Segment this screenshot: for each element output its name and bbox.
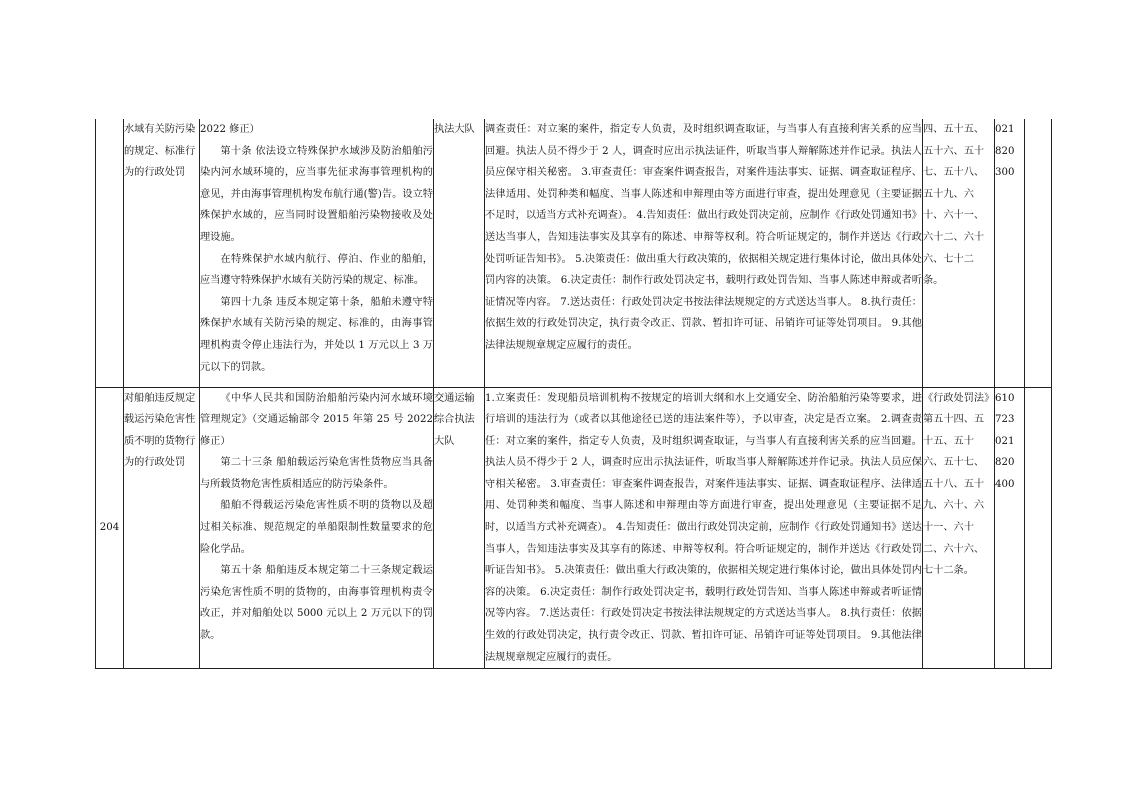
remark-cell: [1025, 119, 1052, 387]
legal-basis-cell: [200, 387, 434, 669]
item-name-cell: 对船舶违反规定载运污染危害性质不明的货物行为的行政处罚: [124, 387, 200, 669]
table-row: [96, 119, 1052, 387]
remark-cell: [1025, 387, 1052, 669]
responsibility-cell: 调查责任：对立案的案件，指定专人负责，及时组织调查取证，与当事人有直接利害关系的应当回避。执法人员不得少于 2 人，调查时应出示执法证件，听取当事人辩解陈述并作记录。执法人员应保守相关秘密。 3.审查责任：审查案件调查报告，对案件违法事实、证据、调查取证程序、法律适用、处罚种类和幅度、当事人陈述和申辩理由等方面进行审查，提出处理意见（主要证据不足时，以适当方式补充调查）。 4.告知责任：做出行政处罚决定前，应制作《行政处罚通知书》送达当事人，告知违法事实及其享有的陈述、申辩等权利。符合听证规定的，制作并送达《行政处罚听证告知书》。 5.决策责任：做出重大行政决策的，依据相关规定进行集体讨论，做出具体处罚内容的决策。 6.决定责任：制作行政处罚决定书，载明行政处罚告知、当事人陈述申辩或者听证情况等内容。 7.送达责任：行政处罚决定书按法律法规规定的方式送达当事人。 8.执行责任：依据生效的行政处罚决定，执行责令改正、罚款、暂扣许可证、吊销许可证等处罚项目。 9.其他法律法规规章规定应履行的责任。: [485, 119, 923, 387]
basis-paragraph: 第二十三条 船舶载运污染危害性货物应当具备与所载货物危害性质相适应的防污染条件。: [200, 457, 433, 490]
basis-paragraph: 第四十九条 违反本规定第十条，船舶未遵守特殊保护水域有关防污染的规定、标准的，由海事管理机构责令停止违法行为，并处以 1 万元以上 3 万元以下的罚款。: [200, 296, 433, 373]
seq-cell: 204: [96, 387, 124, 669]
table-row: [96, 387, 1052, 669]
legal-basis-cell: [200, 119, 434, 387]
item-name-cell: 水域有关防污染的规定、标准行为的行政处罚: [124, 119, 200, 387]
basis-paragraph: 2022 修正）: [200, 124, 260, 135]
basis-paragraph: 《中华人民共和国防治船舶污染内河水域环境管理规定》（交通运输部令 2015 年第 25 号 2022 修正）: [200, 392, 433, 447]
code-cell: 021 820 300: [995, 119, 1025, 387]
basis-paragraph: 船舶不得载运污染危害性质不明的货物以及超过相关标准、规范规定的单船限制性数量要求的危险化学品。: [200, 500, 433, 555]
basis-paragraph: 第五十条 船舶违反本规定第二十三条规定载运污染危害性质不明的货物的，由海事管理机构责令改正，并对船舶处以 5000 元以上 2 万元以下的罚款。: [200, 565, 433, 642]
code-cell: 610 723 021 820 400: [995, 387, 1025, 669]
responsibility-cell: 1.立案责任：发现船员培训机构不按规定的培训大纲和水上交通安全、防治船舶污染等要求，进行培训的违法行为（或者以其他途径已送的违法案件等），予以审查，决定是否立案。 2.调查责任：对立案的案件，指定专人负责，及时组织调查取证，与当事人有直接利害关系的应当回避。执法人员不得少于 2 人，调查时应出示执法证件，听取当事人辩解陈述并作记录。执法人员应保守相关秘密。 3.审查责任：审查案件调查报告，对案件违法事实、证据、调查取证程序、法律适用、处罚种类和幅度、当事人陈述和申辩理由等方面进行审查，提出处理意见（主要证据不足时，以适当方式补充调查）。 4.告知责任：做出行政处罚决定前，应制作《行政处罚通知书》送达当事人，告知违法事实及其享有的陈述、申辩等权利。符合听证规定的，制作并送达《行政处罚听证告知书》。 5.决策责任：做出重大行政决策的，依据相关规定进行集体讨论，做出具体处罚内容的决策。 6.决定责任：制作行政处罚决定书，载明行政处罚告知、当事人陈述申辩或者听证情况等内容。 7.送达责任：行政处罚决定书按法律法规规定的方式送达当事人。 8.执行责任：依据生效的行政处罚决定，执行责令改正、罚款、暂扣许可证、吊销许可证等处罚项目。 9.其他法律法规规章规定应履行的责任。: [485, 387, 923, 669]
accountability-cell: 《行政处罚法》第五十四、五十五、五十六、五十七、五十八、五十九、六十、六十一、六十二、六十六、七十二条。: [923, 387, 995, 669]
basis-paragraph: 第十条 依法设立特殊保护水域涉及防治船舶污染内河水域环境的，应当事先征求海事管理机构的意见，并由海事管理机构发布航行通(警)告。设立特殊保护水域的，应当同时设置船舶污染物接收及处理设施。: [200, 145, 433, 243]
seq-cell: [96, 119, 124, 387]
subject-cell: 执法大队: [434, 119, 485, 387]
penalty-table: [95, 119, 1052, 669]
basis-paragraph: 在特殊保护水域内航行、停泊、作业的船舶，应当遵守特殊保护水域有关防污染的规定、标准。: [200, 253, 433, 287]
accountability-cell: 四、五十五、五十六、五十七、五十八、五十九、六十、六十一、六十二、六十六、七十二条。: [923, 119, 995, 387]
subject-cell: 交通运输综合执法大队: [434, 387, 485, 669]
